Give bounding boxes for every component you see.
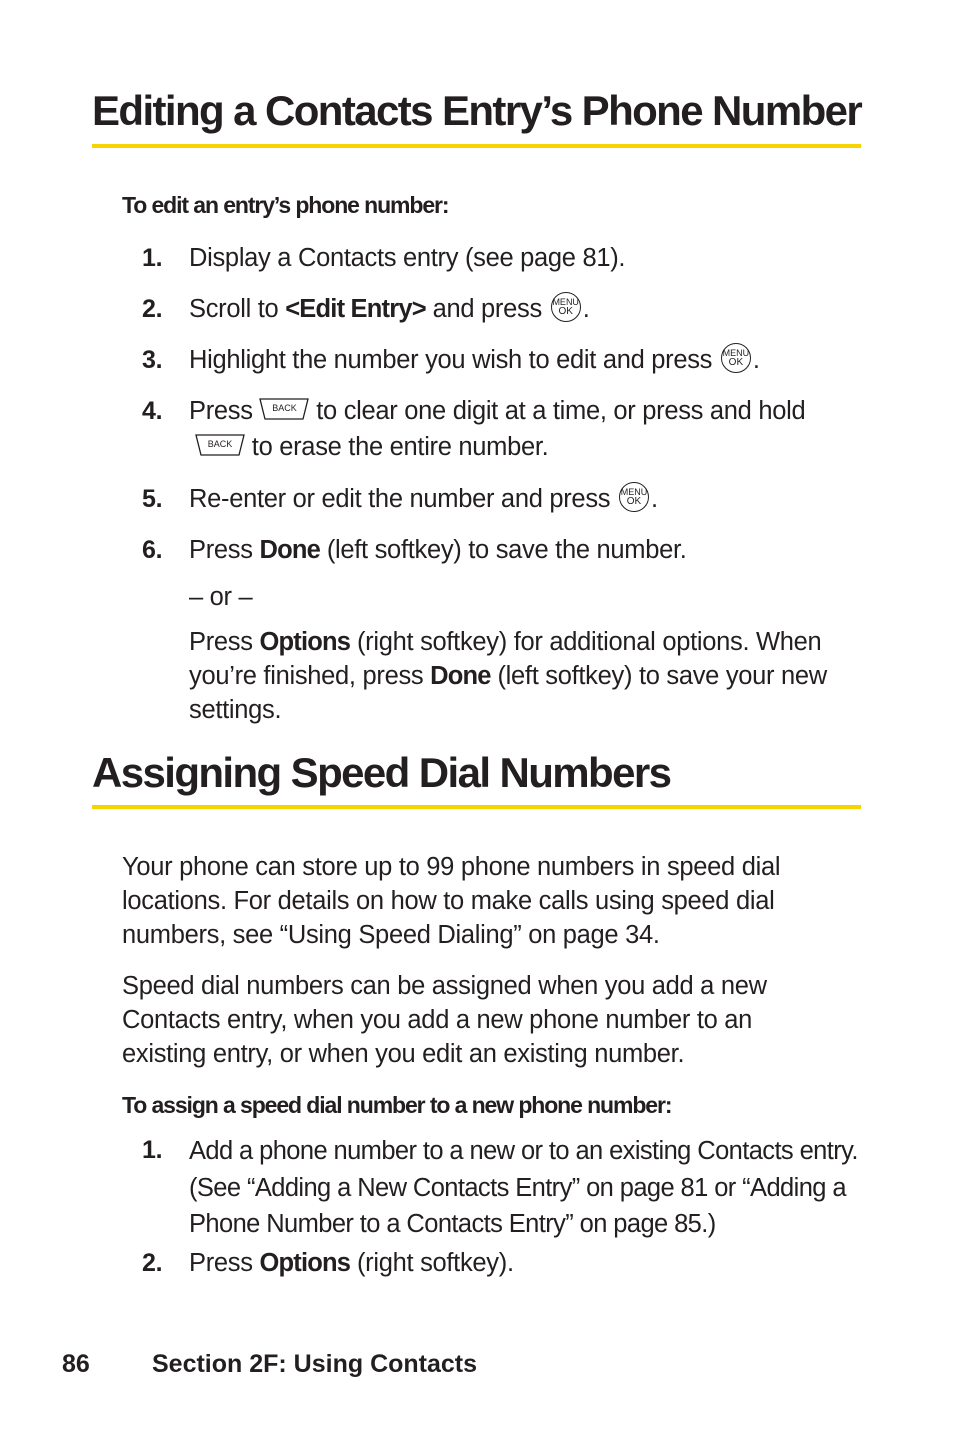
- back-key-icon: [195, 434, 245, 456]
- step-text-span: and press: [425, 295, 549, 323]
- subheading: To edit an entry’s phone number:: [122, 192, 449, 218]
- step-text-span: Scroll to: [189, 295, 286, 323]
- menu-ok-key-icon: [619, 482, 649, 512]
- menu-ok-key-icon: [551, 292, 581, 322]
- step-text: [189, 1246, 869, 1280]
- step-number: 4.: [142, 397, 163, 425]
- step-number: 1.: [142, 244, 163, 272]
- options-label: Options: [259, 628, 351, 656]
- back-key-label: BACK: [207, 439, 233, 450]
- step-text: [189, 482, 869, 516]
- step-number: 1.: [142, 1136, 163, 1164]
- page-number: 86: [62, 1350, 90, 1378]
- step-text: [189, 533, 869, 567]
- ok-key-label: OK: [728, 357, 744, 369]
- step-text-span: (right softkey) for additional options. When you’re finished, press: [189, 628, 822, 690]
- menu-key-label: MENU: [722, 348, 750, 359]
- step-alt-text: [189, 625, 839, 727]
- section-title: Assigning Speed Dial Numbers: [92, 749, 671, 796]
- ok-key-label: OK: [626, 496, 642, 508]
- step-text: [189, 292, 861, 326]
- step-number: 2.: [142, 295, 163, 323]
- step-text-span: Press: [189, 397, 260, 425]
- step-text: [189, 241, 861, 275]
- paragraph: Your phone can store up to 99 phone numbers in speed dial locations. For details on how to make calls using speed dial numbers, see “Using Speed Dialing” on page 34.: [122, 853, 781, 949]
- footer-section: Section 2F: Using Contacts: [152, 1350, 478, 1378]
- step-number: 2.: [142, 1249, 163, 1277]
- step-text-span: (right softkey).: [350, 1249, 514, 1277]
- step-text-span: Press: [189, 536, 260, 564]
- section-title: Editing a Contacts Entry’s Phone Number: [92, 87, 862, 134]
- step-text-span: to clear one digit at a time, or press and hold: [309, 397, 806, 425]
- step-text: Add a phone number to a new or to an existing Contacts entry. (See “Adding a New Contacts Entry” on page 81 or “Adding a Phone Number to a Contacts Entry” on page 85.): [189, 1137, 858, 1238]
- step-text-span: Press: [189, 1249, 260, 1277]
- subheading: To assign a speed dial number to a new phone number:: [122, 1092, 672, 1118]
- edit-entry-label: <Edit Entry>: [285, 295, 426, 323]
- step-number: 5.: [142, 485, 163, 513]
- or-separator: – or –: [189, 583, 253, 611]
- step-number: 6.: [142, 536, 163, 564]
- options-label: Options: [259, 1249, 351, 1277]
- step-text-span: .: [582, 295, 590, 323]
- heading-rule: [92, 805, 861, 809]
- step-text-span: Highlight the number you wish to edit and press: [189, 346, 719, 374]
- step-text: [189, 343, 869, 377]
- back-key-icon: [259, 398, 309, 420]
- menu-key-label: MENU: [552, 297, 579, 308]
- paragraph: Speed dial numbers can be assigned when you add a new Contacts entry, when you add a new phone number to an existing entry, or when you edit an existing number.: [122, 972, 767, 1068]
- menu-key-label: MENU: [620, 487, 648, 498]
- step-text-span: Display a Contacts entry (see page 81).: [189, 244, 626, 272]
- ok-key-label: OK: [558, 306, 573, 318]
- step-text-span: (left softkey) to save the number.: [320, 536, 687, 564]
- step-text-span: (left softkey) to save your new settings.: [189, 662, 827, 724]
- step-text-span: .: [752, 346, 760, 374]
- done-label: Done: [259, 536, 321, 564]
- step-text-span: .: [651, 485, 658, 513]
- back-key-label: BACK: [272, 403, 297, 414]
- step-number: 3.: [142, 346, 163, 374]
- heading-rule: [92, 144, 861, 148]
- step-text-span: to erase the entire number.: [245, 433, 549, 461]
- step-text-span: Press: [189, 628, 260, 656]
- menu-ok-key-icon: [721, 343, 751, 373]
- done-label: Done: [430, 662, 491, 690]
- step-text: [189, 394, 869, 428]
- step-text-span: Re-enter or edit the number and press: [189, 485, 618, 513]
- step-text: [195, 430, 875, 464]
